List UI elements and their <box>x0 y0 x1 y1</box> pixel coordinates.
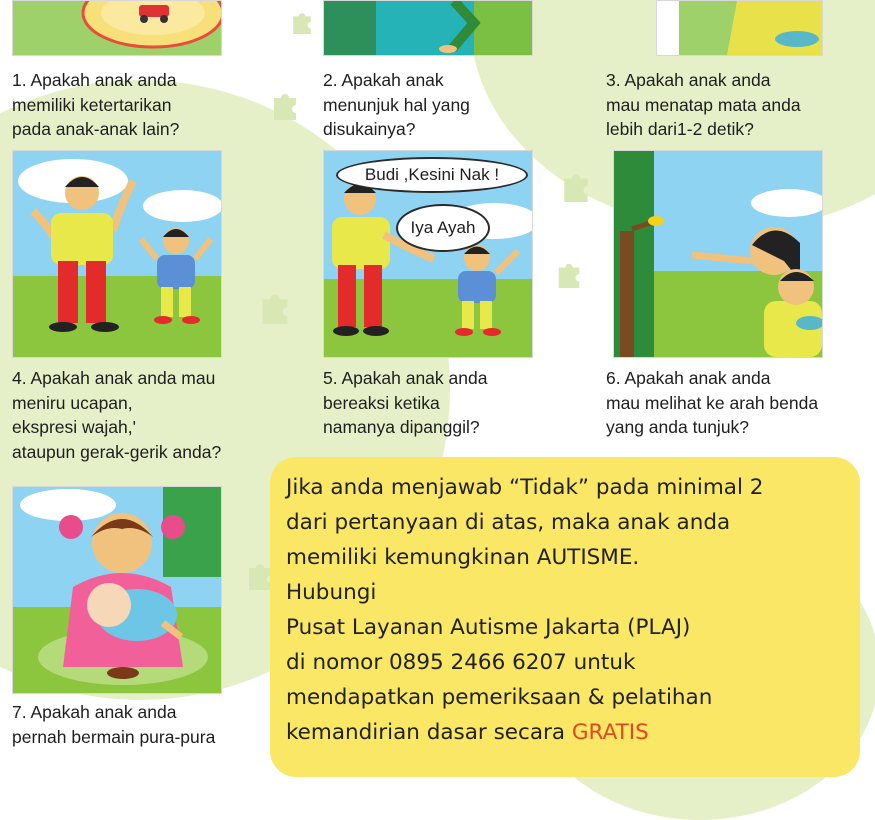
callout-line-2: dari pertanyaan di atas, maka anak anda <box>286 510 731 535</box>
callout-line-6: di nomor 0895 2466 6207 untuk <box>286 650 636 675</box>
question-3-text: 3. Apakah anak anda mau menatap mata anda lebih dari1-2 detik? <box>606 70 801 139</box>
puzzle-piece-icon <box>555 260 583 288</box>
panel-2-illustration <box>323 0 533 56</box>
speech-bubble-father-text: Budi ,Kesini Nak ! <box>364 165 500 184</box>
panel-6-illustration <box>613 150 823 358</box>
question-1-text: 1. Apakah anak anda memiliki ketertarikan pada anak-anak lain? <box>12 70 180 139</box>
panel-7-illustration <box>12 486 222 694</box>
question-2-text: 2. Apakah anak menunjuk hal yang disukainya? <box>323 70 470 139</box>
callout-line-4: Hubungi <box>286 580 377 605</box>
question-4-text: 4. Apakah anak anda mau meniru ucapan, ekspresi wajah,' ataupun gerak-gerik anda? <box>12 368 222 462</box>
puzzle-piece-icon <box>258 290 292 324</box>
question-5-text: 5. Apakah anak anda bereaksi ketika namanya dipanggil? <box>323 368 488 437</box>
panel-4-illustration <box>12 150 222 358</box>
cloud-icon <box>143 190 221 222</box>
panel-1-illustration <box>12 0 222 56</box>
callout-line-8-text: kemandirian dasar secara <box>286 720 572 745</box>
bird-icon <box>648 216 664 226</box>
callout-text <box>286 470 763 750</box>
puzzle-piece-icon <box>270 90 300 120</box>
puzzle-piece-icon <box>290 10 314 34</box>
speech-bubble-child-text: Iya Ayah <box>410 218 476 237</box>
callout-line-5: Pusat Layanan Autisme Jakarta (PLAJ) <box>286 615 691 640</box>
callout-line-8 <box>286 715 763 750</box>
panel-3-illustration <box>656 0 823 56</box>
callout-line-1: Jika anda menjawab “Tidak” pada minimal 2 <box>286 475 764 500</box>
speech-bubble-father <box>336 157 528 193</box>
callout-line-3: memiliki kemungkinan AUTISME. <box>286 545 640 570</box>
callout-line-7: mendapatkan pemeriksaan & pelatihan <box>286 685 713 710</box>
question-7-text: 7. Apakah anak anda pernah bermain pura-pura <box>12 702 216 747</box>
puzzle-piece-icon <box>560 170 592 202</box>
speech-bubble-child <box>396 204 490 252</box>
free-highlight: GRATIS <box>571 720 649 745</box>
question-6-text: 6. Apakah anak anda mau melihat ke arah benda yang anda tunjuk? <box>606 368 819 437</box>
